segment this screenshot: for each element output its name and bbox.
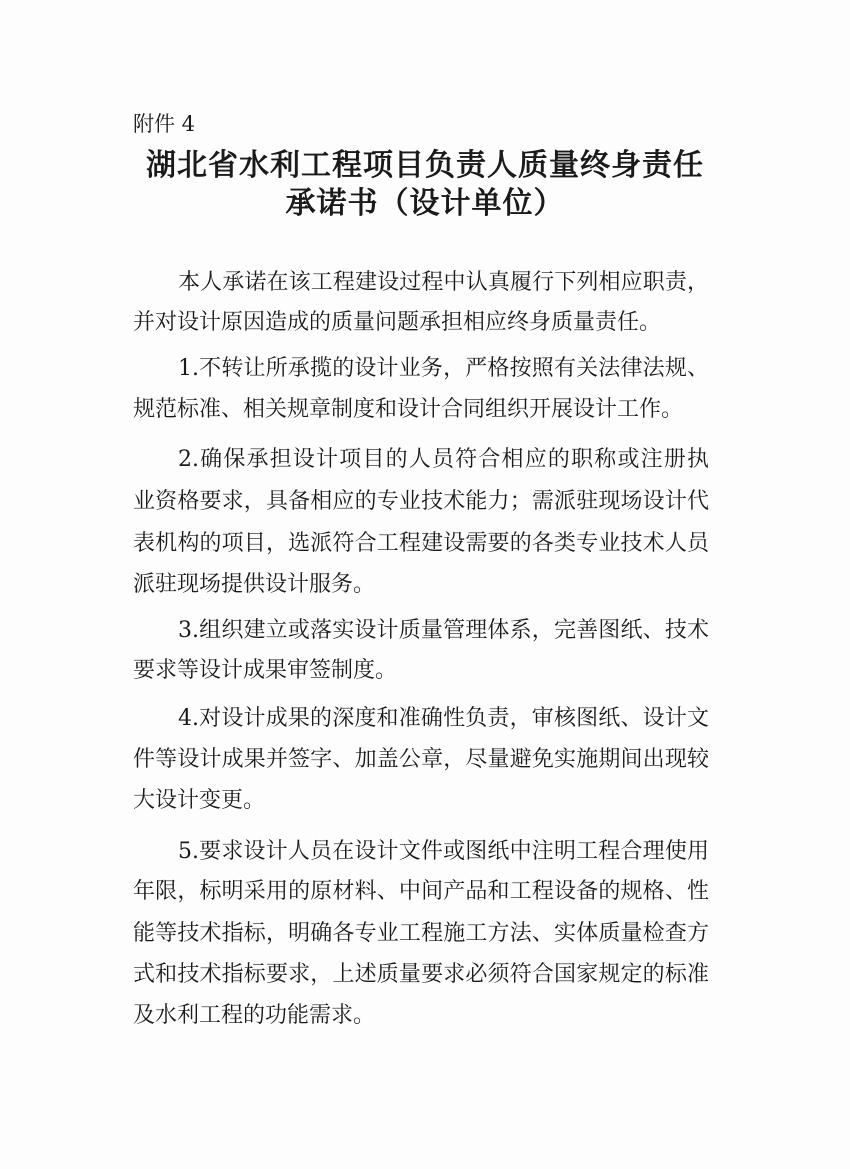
paragraph-2-line: 1.不转让所承揽的设计业务，严格按照有关法律法规、 (178, 356, 709, 381)
paragraph-4-line: 要求等设计成果审签制度。 (133, 658, 398, 683)
paragraph-3-line: 业资格要求，具备相应的专业技术能力；需派驻现场设计代 (133, 489, 709, 514)
document-title-line-1: 湖北省水利工程项目负责人质量终身责任 (146, 148, 704, 183)
paragraph-2-line: 规范标准、相关规章制度和设计合同组织开展设计工作。 (133, 397, 684, 422)
paragraph-4-line: 3.组织建立或落实设计质量管理体系，完善图纸、技术 (178, 618, 709, 643)
paragraph-6-line: 能等技术指标，明确各专业工程施工方法、实体质量检查方 (133, 921, 709, 946)
paragraph-3-line: 派驻现场提供设计服务。 (133, 572, 376, 597)
paragraph-1-line: 本人承诺在该工程建设过程中认真履行下列相应职责， (178, 270, 709, 295)
paragraph-5-line: 4.对设计成果的深度和准确性负责，审核图纸、设计文 (178, 706, 709, 731)
paragraph-6-line: 式和技术指标要求，上述质量要求必须符合国家规定的标准 (133, 962, 709, 987)
paragraph-3-line: 2.确保承担设计项目的人员符合相应的职称或注册执 (178, 447, 709, 472)
paragraph-5-line: 件等设计成果并签字、加盖公章，尽量避免实施期间出现较 (133, 747, 709, 772)
paragraph-3-line: 表机构的项目，选派符合工程建设需要的各类专业技术人员 (133, 531, 709, 556)
paragraph-6-line: 及水利工程的功能需求。 (133, 1003, 376, 1028)
attachment-label: 附件 4 (133, 112, 196, 136)
paragraph-5-line: 大设计变更。 (133, 788, 266, 813)
paragraph-6-line: 5.要求设计人员在设计文件或图纸中注明工程合理使用 (178, 839, 709, 864)
paragraph-1-line: 并对设计原因造成的质量问题承担相应终身质量责任。 (133, 310, 662, 335)
paragraph-6-line: 年限，标明采用的原材料、中间产品和工程设备的规格、性 (133, 879, 709, 904)
document-title-line-2: 承诺书（设计单位） (285, 186, 565, 221)
